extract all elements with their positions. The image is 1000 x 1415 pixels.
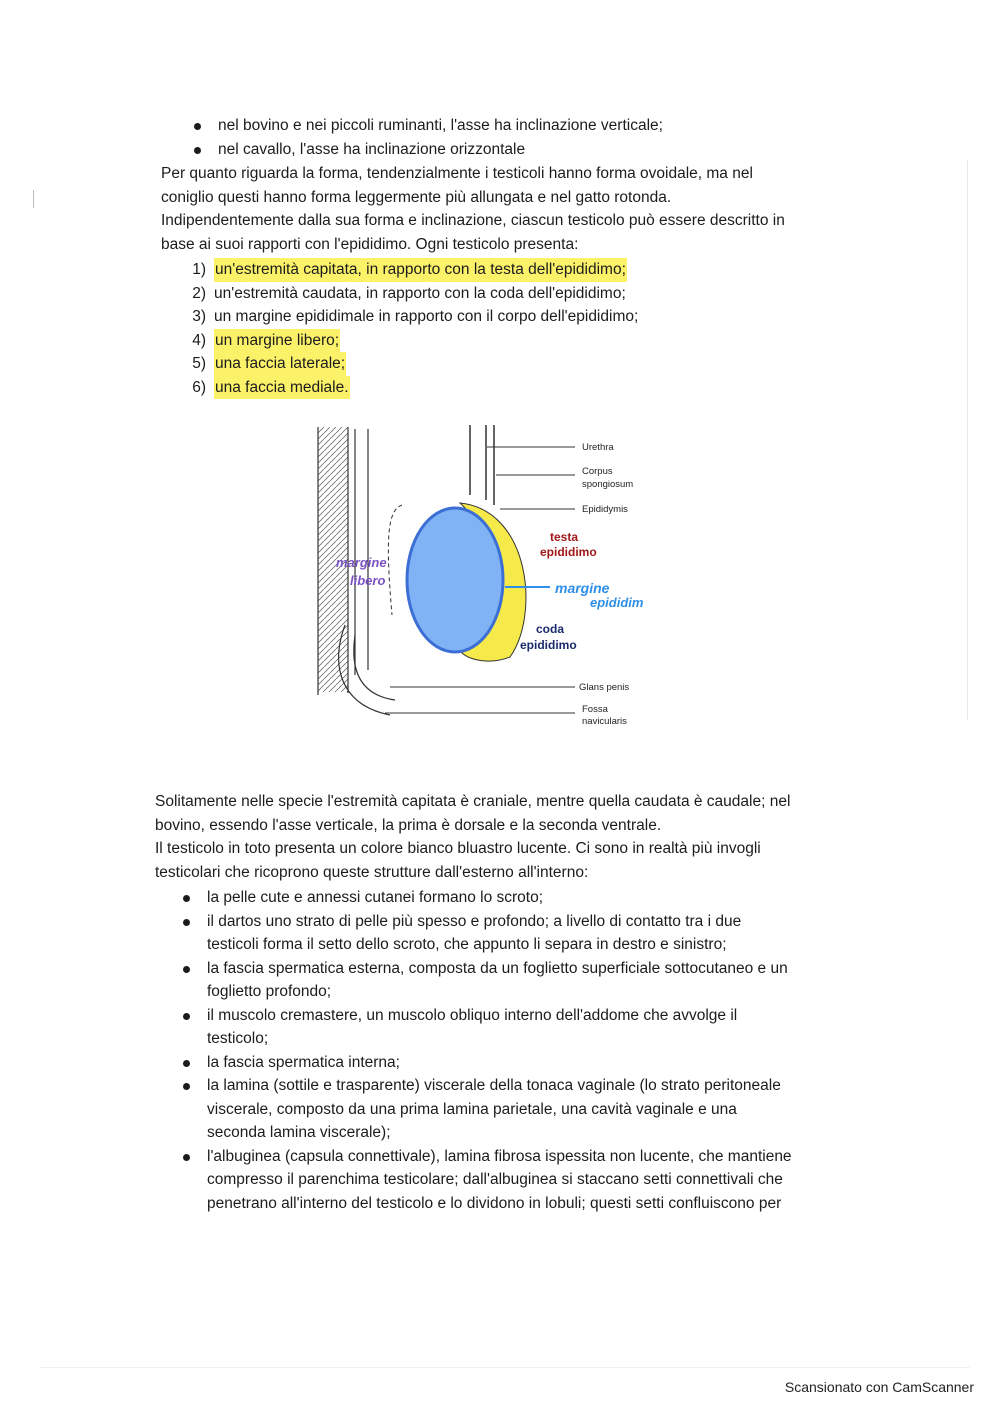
bullet-icon <box>194 123 201 130</box>
list-item: 4) un margine libero; <box>180 329 638 353</box>
fossa-label: navicularis <box>582 716 627 727</box>
bullet-icon <box>183 1060 190 1067</box>
text-line: bovino, essendo l'asse verticale, la prima è dorsale e la seconda ventrale. <box>155 816 662 834</box>
list-item: nel bovino e nei piccoli ruminanti, l'asse ha inclinazione verticale; <box>218 114 663 138</box>
list-item: la pelle cute e annessi cutanei formano lo scroto; <box>207 886 792 910</box>
orientation-paragraph <box>155 790 790 884</box>
fossa-outline <box>354 635 395 700</box>
bullet-icon <box>183 919 190 926</box>
bullet-icon <box>183 895 190 902</box>
page-edge <box>967 160 968 720</box>
list-item: il dartos uno strato di pelle più spesso e profondo; a livello di contatto tra i due testicoli forma il setto dello scroto, che appunto li separa in destro e sinistro; <box>207 910 792 957</box>
coda-label: coda <box>536 622 565 636</box>
bullet-icon <box>194 147 201 154</box>
tunica-dashed <box>388 505 402 615</box>
margine-epididimale-label: epididim <box>590 595 644 610</box>
list-item: la fascia spermatica esterna, composta da un foglietto superficiale sottocutaneo e un foglietto profondo; <box>207 957 792 1004</box>
testicle-parts-list <box>180 258 638 399</box>
list-item: la lamina (sottile e trasparente) viscerale della tonaca vaginale (lo strato peritoneale viscerale, composto da una prima lamina parietale, una cavità vaginale e una seconda lamina viscerale); <box>207 1074 792 1145</box>
list-item: l'albuginea (capsula connettivale), lamina fibrosa ispessita non lucente, che mantiene compresso il parenchima testicolare; dall'albuginea si staccano setti connettivali che penetrano all'interno del testicolo e lo dividono in lobuli; questi setti confluiscono per <box>207 1145 792 1216</box>
margine-libero-label: libero <box>350 573 386 588</box>
corpus-label: Corpus <box>582 466 613 477</box>
text-line: base ai suoi rapporti con l'epididimo. Ogni testicolo presenta: <box>161 235 579 253</box>
scanner-watermark: Scansionato con CamScanner <box>784 1379 974 1395</box>
corpus-label: spongiosum <box>582 479 634 490</box>
list-item: 1) un'estremità capitata, in rapporto con la testa dell'epididimo; <box>180 258 638 282</box>
list-item: nel cavallo, l'asse ha inclinazione orizzontale <box>218 138 663 162</box>
text-line: Indipendentemente dalla sua forma e inclinazione, ciascun testicolo può essere descritto in <box>161 212 785 229</box>
testa-label: epididimo <box>540 545 597 559</box>
urethra-lines <box>470 425 494 505</box>
list-item: la fascia spermatica interna; <box>207 1051 792 1075</box>
footer-divider <box>40 1367 970 1368</box>
text-line: testicolari che ricoprono queste strutture dall'esterno all'interno: <box>155 863 589 881</box>
epididymis-label: Epididymis <box>582 504 628 515</box>
bullet-icon <box>183 1013 190 1020</box>
list-item: 2) un'estremità caudata, in rapporto con la coda dell'epididimo; <box>192 284 626 302</box>
margine-libero-label: margine <box>336 555 387 570</box>
inclination-list <box>218 114 663 161</box>
text-line: coniglio questi hanno forma leggermente più allungata e nel gatto rotonda. <box>161 188 672 206</box>
fossa-label: Fossa <box>582 704 608 715</box>
list-item: 3) un margine epididimale in rapporto con il corpo dell'epididimo; <box>192 308 639 325</box>
bullet-icon <box>183 1154 190 1161</box>
text-line: Solitamente nelle specie l'estremità capitata è craniale, mentre quella caudata è caudale; nel <box>155 793 791 810</box>
tunics-list <box>207 886 792 1215</box>
list-item: 6) una faccia mediale. <box>180 376 638 400</box>
list-item: il muscolo cremastere, un muscolo obliquo interno dell'addome che avvolge il testicolo; <box>207 1004 792 1051</box>
text-line: Per quanto riguarda la forma, tendenzialmente i testicoli hanno forma ovoidale, ma nel <box>161 165 753 182</box>
list-item: 5) una faccia laterale; <box>180 352 638 376</box>
shape-paragraph <box>161 162 785 256</box>
text-line: Il testicolo in toto presenta un colore bianco bluastro lucente. Ci sono in realtà più invogli <box>155 840 761 857</box>
bullet-icon <box>183 1083 190 1090</box>
margine-epididimale-label: margine <box>555 580 610 596</box>
bullet-icon <box>183 966 190 973</box>
scan-artifact <box>33 190 34 208</box>
urethra-label: Urethra <box>582 442 614 453</box>
testicle-shape <box>407 508 503 652</box>
glans-label: Glans penis <box>579 682 630 693</box>
testa-label: testa <box>550 530 579 544</box>
coda-label: epididimo <box>520 638 577 652</box>
testicle-anatomy-figure <box>300 415 690 735</box>
